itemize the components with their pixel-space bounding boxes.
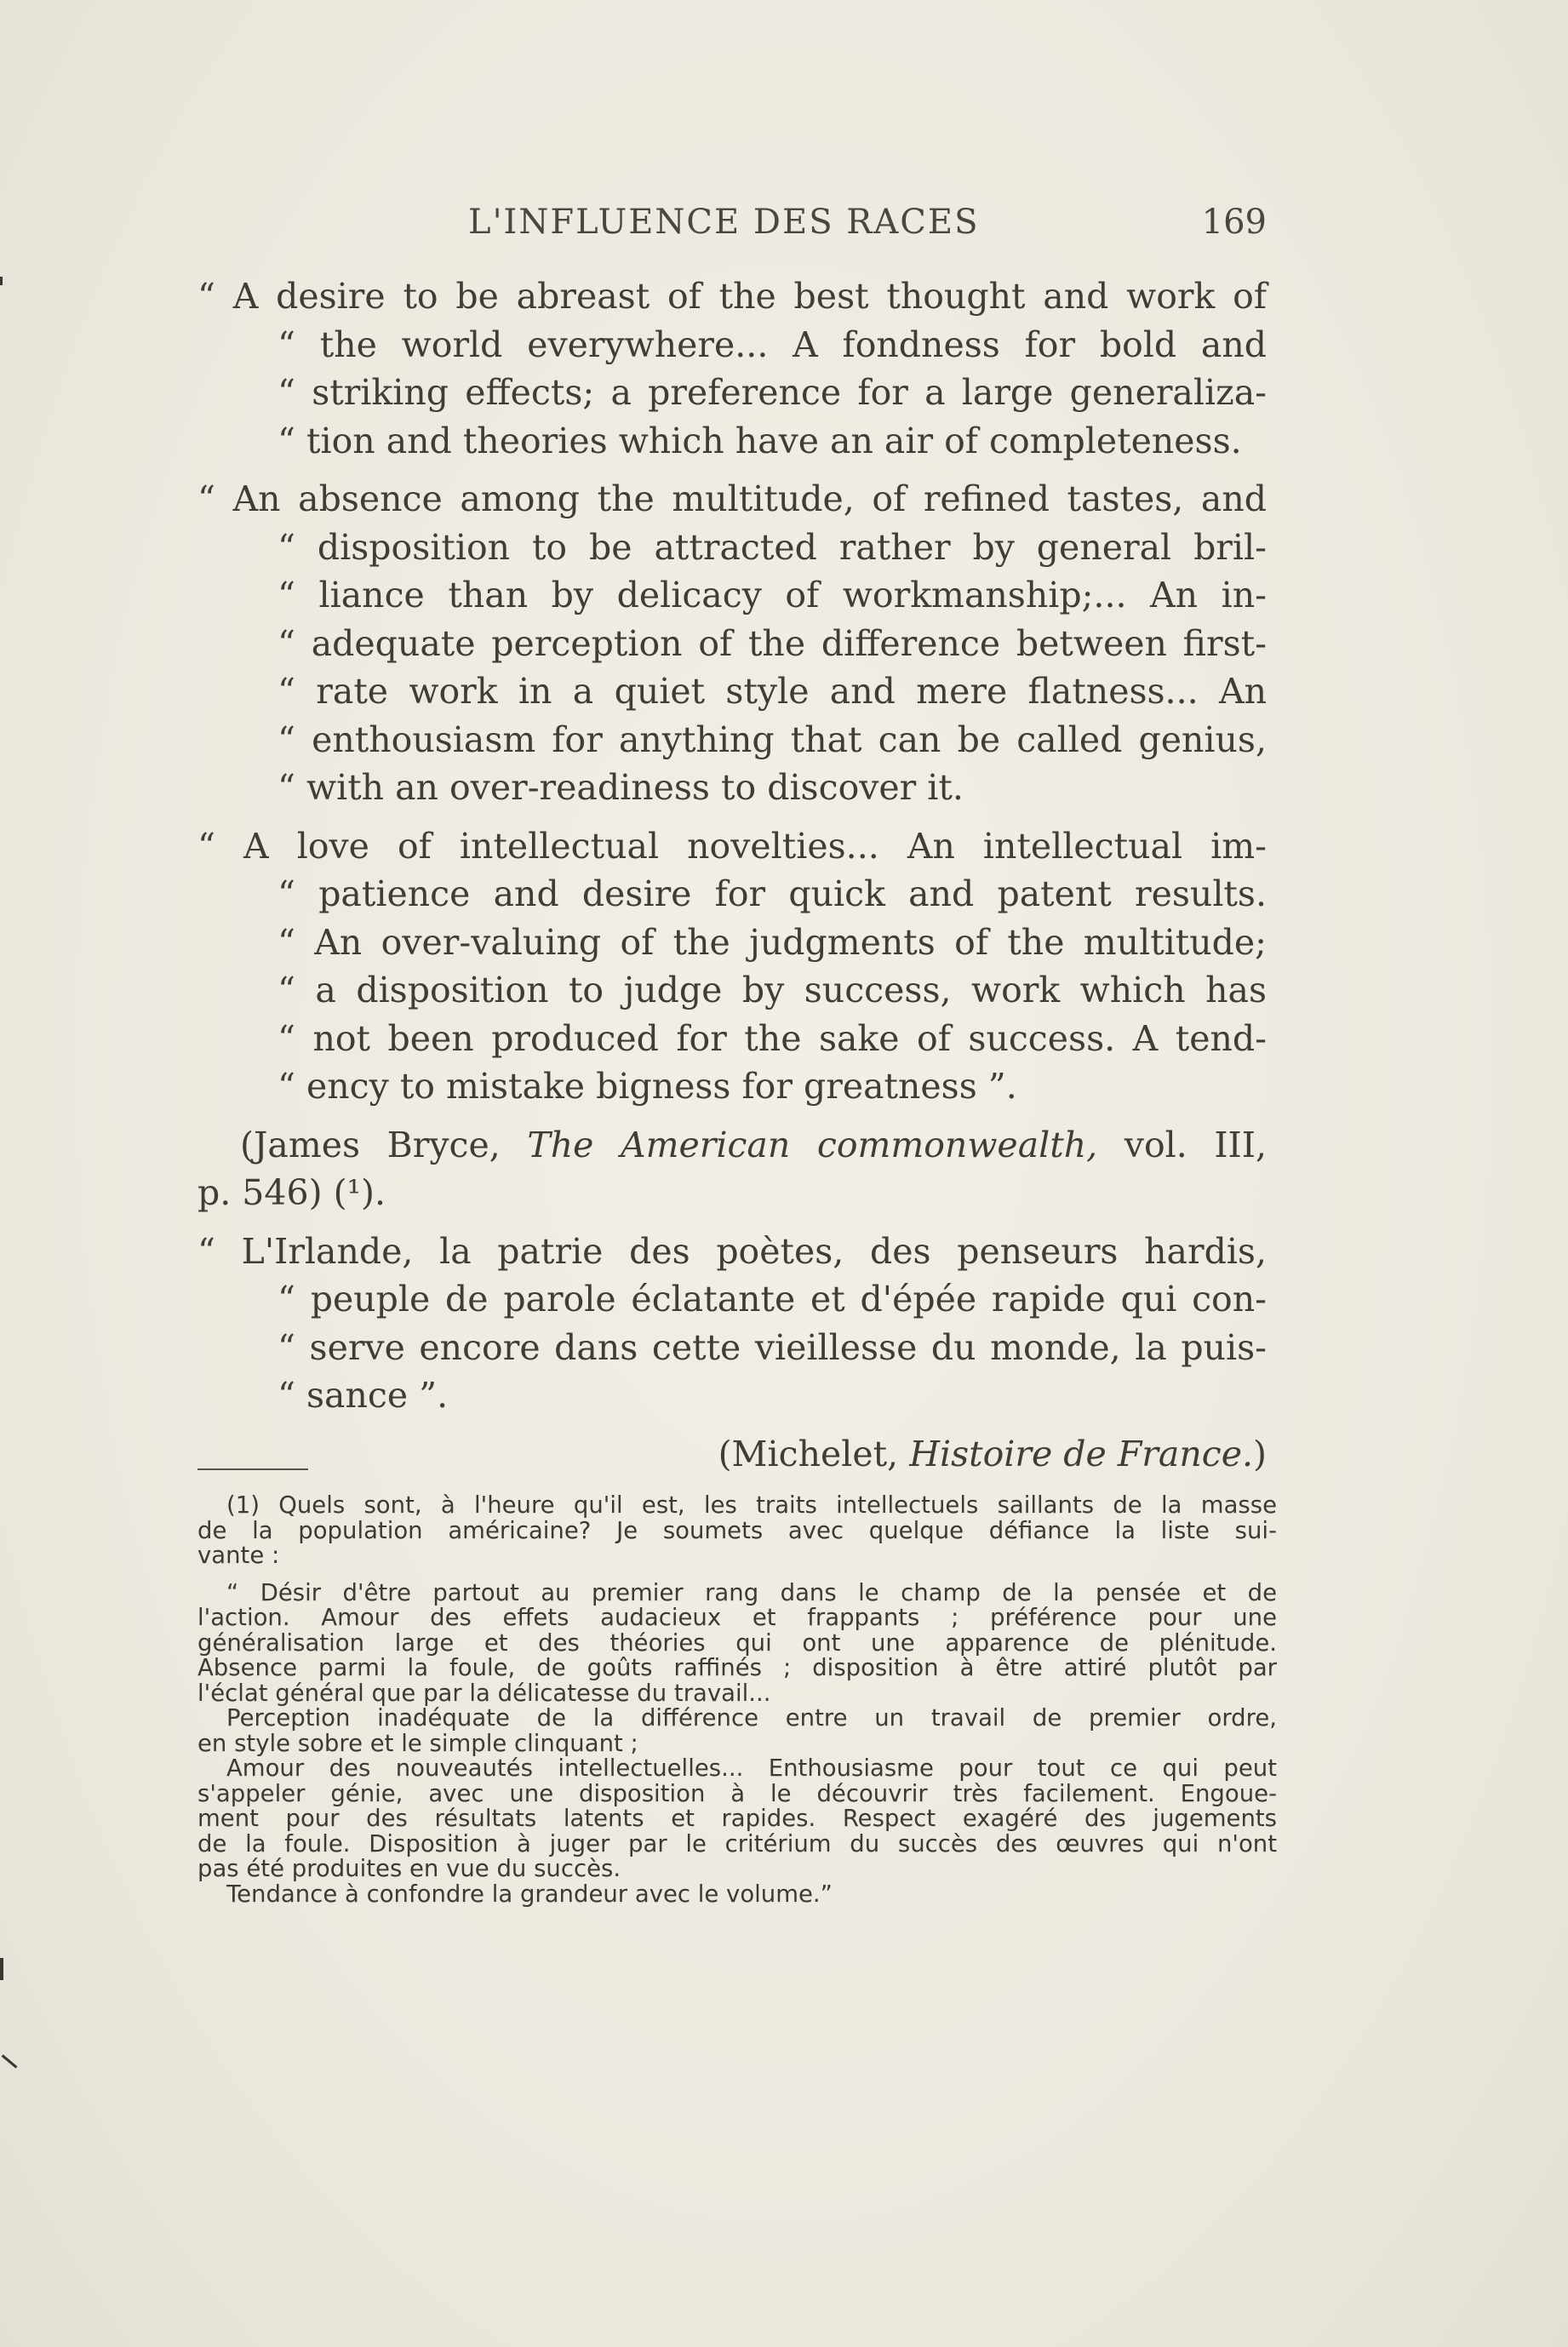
quote-line: “ a disposition to judge by success, work which has <box>278 970 1267 1010</box>
margin-speck <box>2 2054 18 2068</box>
quote-line: “ peuple de parole éclatante et d'épée rapide qui con- <box>278 1279 1267 1319</box>
citation-author: (James Bryce, <box>240 1124 501 1165</box>
michelet-citation <box>197 1430 1267 1479</box>
quote-line: “ liance than by delicacy of workmanship;... An in- <box>278 575 1267 615</box>
footnote-line: vante : <box>197 1542 280 1569</box>
quote-line: “ serve encore dans cette vieillesse du monde, la puis- <box>278 1326 1267 1368</box>
footnote-line: (1) Quels sont, à l'heure qu'il est, les traits intellectuels saillants de la masse <box>226 1491 1277 1519</box>
quote-line: “ A desire to be abreast of the best thought and work of <box>197 276 1267 317</box>
quote-line: “ disposition to be attracted rather by general bril- <box>278 526 1267 568</box>
quote-line: “ enthousiasm for anything that can be called genius, <box>278 718 1267 760</box>
citation-work-title: The American commonwealth, <box>527 1124 1098 1165</box>
footnote-line: en style sobre et le simple clinquant ; <box>197 1729 638 1757</box>
footnote-line: Absence parmi la foule, de goûts raffinés ; disposition à être attiré plutôt par <box>197 1654 1277 1681</box>
quote-line: “ patience and desire for quick and patent results. <box>278 873 1267 914</box>
page-number: 169 <box>1201 203 1267 242</box>
quote-line: “ adequate perception of the difference between first- <box>278 622 1267 664</box>
page-header <box>197 203 1267 245</box>
footnote <box>197 1493 1277 1907</box>
footnote-rule <box>197 1468 308 1470</box>
footnote-line: Tendance à confondre la grandeur avec le volume.” <box>226 1880 833 1908</box>
footnote-line: s'appeler génie, avec une disposition à le découvrir très facilement. Engoue- <box>197 1779 1277 1807</box>
footnote-line: pas été produites en vue du succès. <box>197 1855 621 1882</box>
quote-line: “ sance ”. <box>278 1375 449 1416</box>
citation-work-title: Histoire de France. <box>909 1433 1253 1474</box>
citation-line <box>197 1121 1267 1170</box>
margin-speck <box>0 277 3 285</box>
footnote-line: de la foule. Disposition à juger par le critérium du succès des œuvres qui n'ont <box>197 1829 1277 1858</box>
quote-line: “ tion and theories which have an air of completeness. <box>278 420 1242 461</box>
footnote-line: Amour des nouveautés intellectuelles... Enthousiasme pour tout ce qui peut <box>226 1755 1277 1782</box>
citation-page: p. 546) (¹). <box>197 1172 386 1213</box>
quote-line: “ not been produced for the sake of success. A tend- <box>278 1017 1267 1059</box>
footnote-line: de la population américaine? Je soumets avec quelque défiance la liste sui- <box>197 1516 1277 1544</box>
main-text <box>197 272 1267 1478</box>
citation-close: ) <box>1253 1433 1267 1474</box>
running-title: L'INFLUENCE DES RACES <box>468 203 980 242</box>
footnote-line: l'éclat général que par la délicatesse du travail... <box>197 1679 771 1707</box>
quote-line: “ L'Irlande, la patrie des poètes, des penseurs hardis, <box>197 1230 1267 1272</box>
quote-block <box>197 475 1267 812</box>
footnote-line: l'action. Amour des effets audacieux et frappants ; préférence pour une <box>197 1604 1277 1631</box>
footnote-line: Perception inadéquate de la différence entre un travail de premier ordre, <box>226 1704 1277 1732</box>
footnote-line: ment pour des résultats latents et rapides. Respect exagéré des jugements <box>197 1805 1277 1832</box>
quote-line: “ the world everywhere... A fondness for bold and <box>278 323 1267 365</box>
quote-line: “ striking effects; a preference for a large generaliza- <box>278 372 1267 413</box>
quote-line: “ An over-valuing of the judgments of the multitude; <box>278 921 1267 963</box>
footnote-line: généralisation large et des théories qui ont une apparence de plénitude. <box>197 1629 1277 1657</box>
quote-line: “ rate work in a quiet style and mere flatness... An <box>278 671 1267 712</box>
margin-speck <box>0 1958 3 1980</box>
quote-block <box>197 822 1267 1111</box>
quote-line: “ ency to mistake bigness for greatness ”. <box>278 1066 1017 1107</box>
quote-line: “ An absence among the multitude, of refined tastes, and <box>197 478 1267 519</box>
citation-volume: vol. III, <box>1124 1124 1267 1165</box>
quote-line: “ with an over-readiness to discover it. <box>278 767 964 808</box>
quote-block <box>197 272 1267 465</box>
bryce-citation <box>197 1121 1267 1217</box>
quote-line: “ A love of intellectual novelties... An intellectual im- <box>197 825 1267 867</box>
michelet-quote <box>197 1228 1267 1420</box>
citation-author: (Michelet, <box>718 1433 899 1474</box>
footnote-line: “ Désir d'être partout au premier rang dans le champ de la pensée et de <box>226 1578 1277 1606</box>
